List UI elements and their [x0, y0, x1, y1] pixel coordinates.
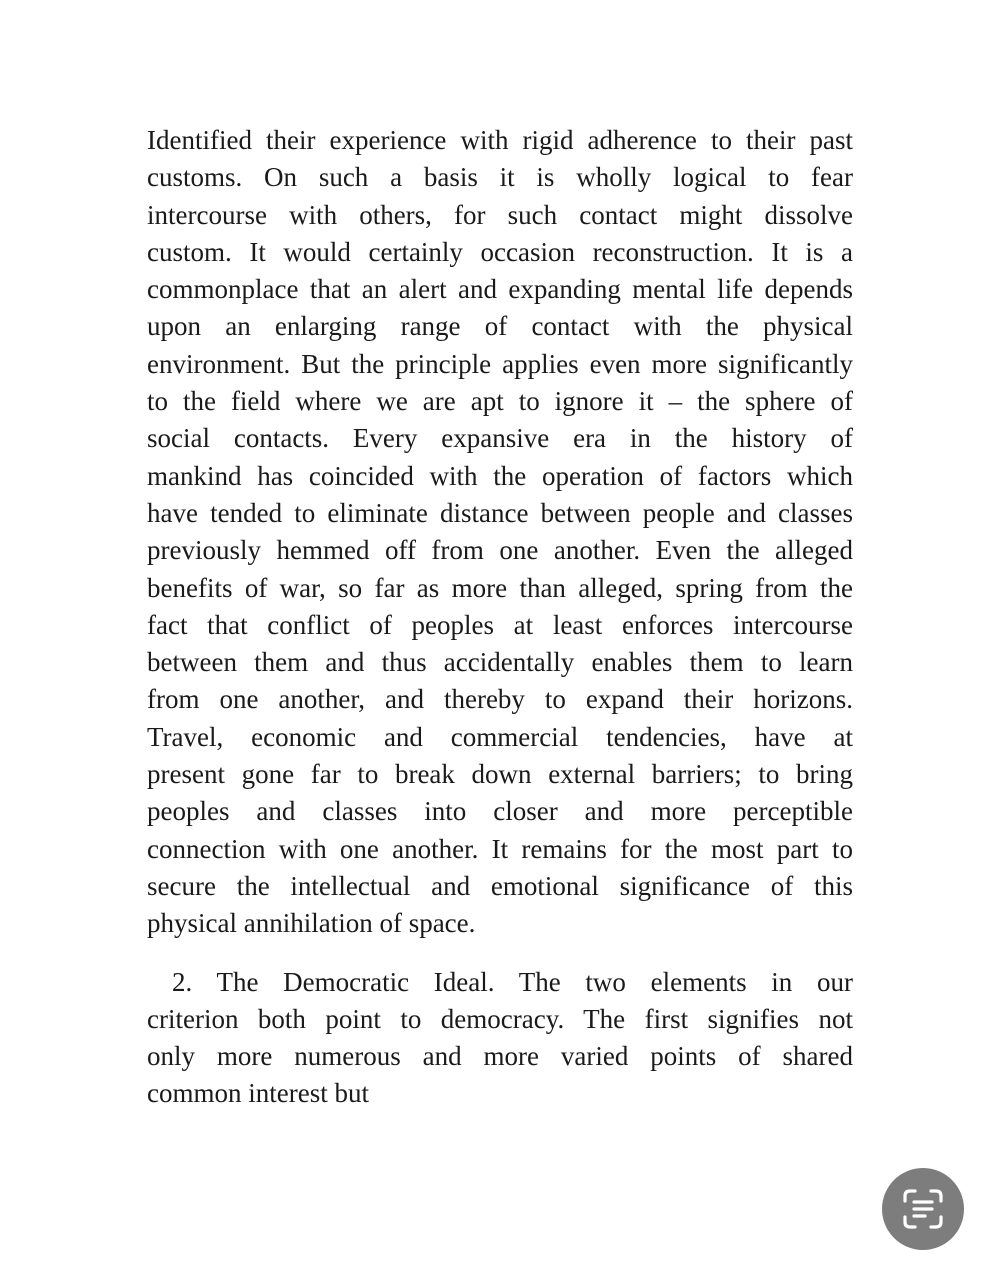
text-line: commonplace that an alert and expanding mental life depends — [147, 274, 853, 305]
scan-text-icon — [901, 1187, 945, 1231]
text-line: have tended to eliminate distance between people and classes — [147, 497, 853, 528]
text-line: social contacts. Every expansive era in the history of — [147, 423, 853, 454]
paragraph-2 — [147, 964, 853, 1113]
text-line: customs. On such a basis it is wholly logical to fear — [147, 162, 853, 193]
paragraph-spacer — [147, 943, 853, 964]
scan-text-button[interactable] — [882, 1168, 964, 1250]
text-line: upon an enlarging range of contact with the physical — [147, 311, 853, 342]
text-line: peoples and classes into closer and more perceptible — [147, 796, 853, 827]
text-line: fact that conflict of peoples at least enforces intercourse — [147, 609, 853, 640]
text-line: Travel, economic and commercial tendencies, have at — [147, 721, 853, 752]
text-line: to the field where we are apt to ignore it – the sphere of — [147, 386, 853, 417]
text-line: environment. But the principle applies even more significantly — [147, 348, 853, 379]
text-line: physical annihilation of space. — [147, 908, 476, 939]
document-text — [147, 122, 853, 1113]
text-line: common interest but — [147, 1078, 369, 1109]
text-line: intercourse with others, for such contact might dissolve — [147, 199, 853, 230]
text-line: only more numerous and more varied points of shared — [147, 1041, 853, 1072]
text-line: previously hemmed off from one another. Even the alleged — [147, 535, 853, 566]
text-line: present gone far to break down external barriers; to bring — [147, 759, 853, 790]
text-line: between them and thus accidentally enables them to learn — [147, 647, 853, 678]
paragraph-1 — [147, 122, 853, 943]
text-line: connection with one another. It remains for the most part to — [147, 833, 853, 864]
text-line: benefits of war, so far as more than alleged, spring from the — [147, 572, 853, 603]
text-line: custom. It would certainly occasion reconstruction. It is a — [147, 236, 853, 267]
text-line: criterion both point to democracy. The first signifies not — [147, 1003, 853, 1034]
text-line: mankind has coincided with the operation of factors which — [147, 460, 853, 491]
text-line: secure the intellectual and emotional significance of this — [147, 870, 853, 901]
text-line: Identified their experience with rigid adherence to their past — [147, 125, 853, 155]
section-heading-line: 2. The Democratic Ideal. The two elements in our — [172, 966, 853, 997]
text-line: from one another, and thereby to expand their horizons. — [147, 684, 853, 715]
